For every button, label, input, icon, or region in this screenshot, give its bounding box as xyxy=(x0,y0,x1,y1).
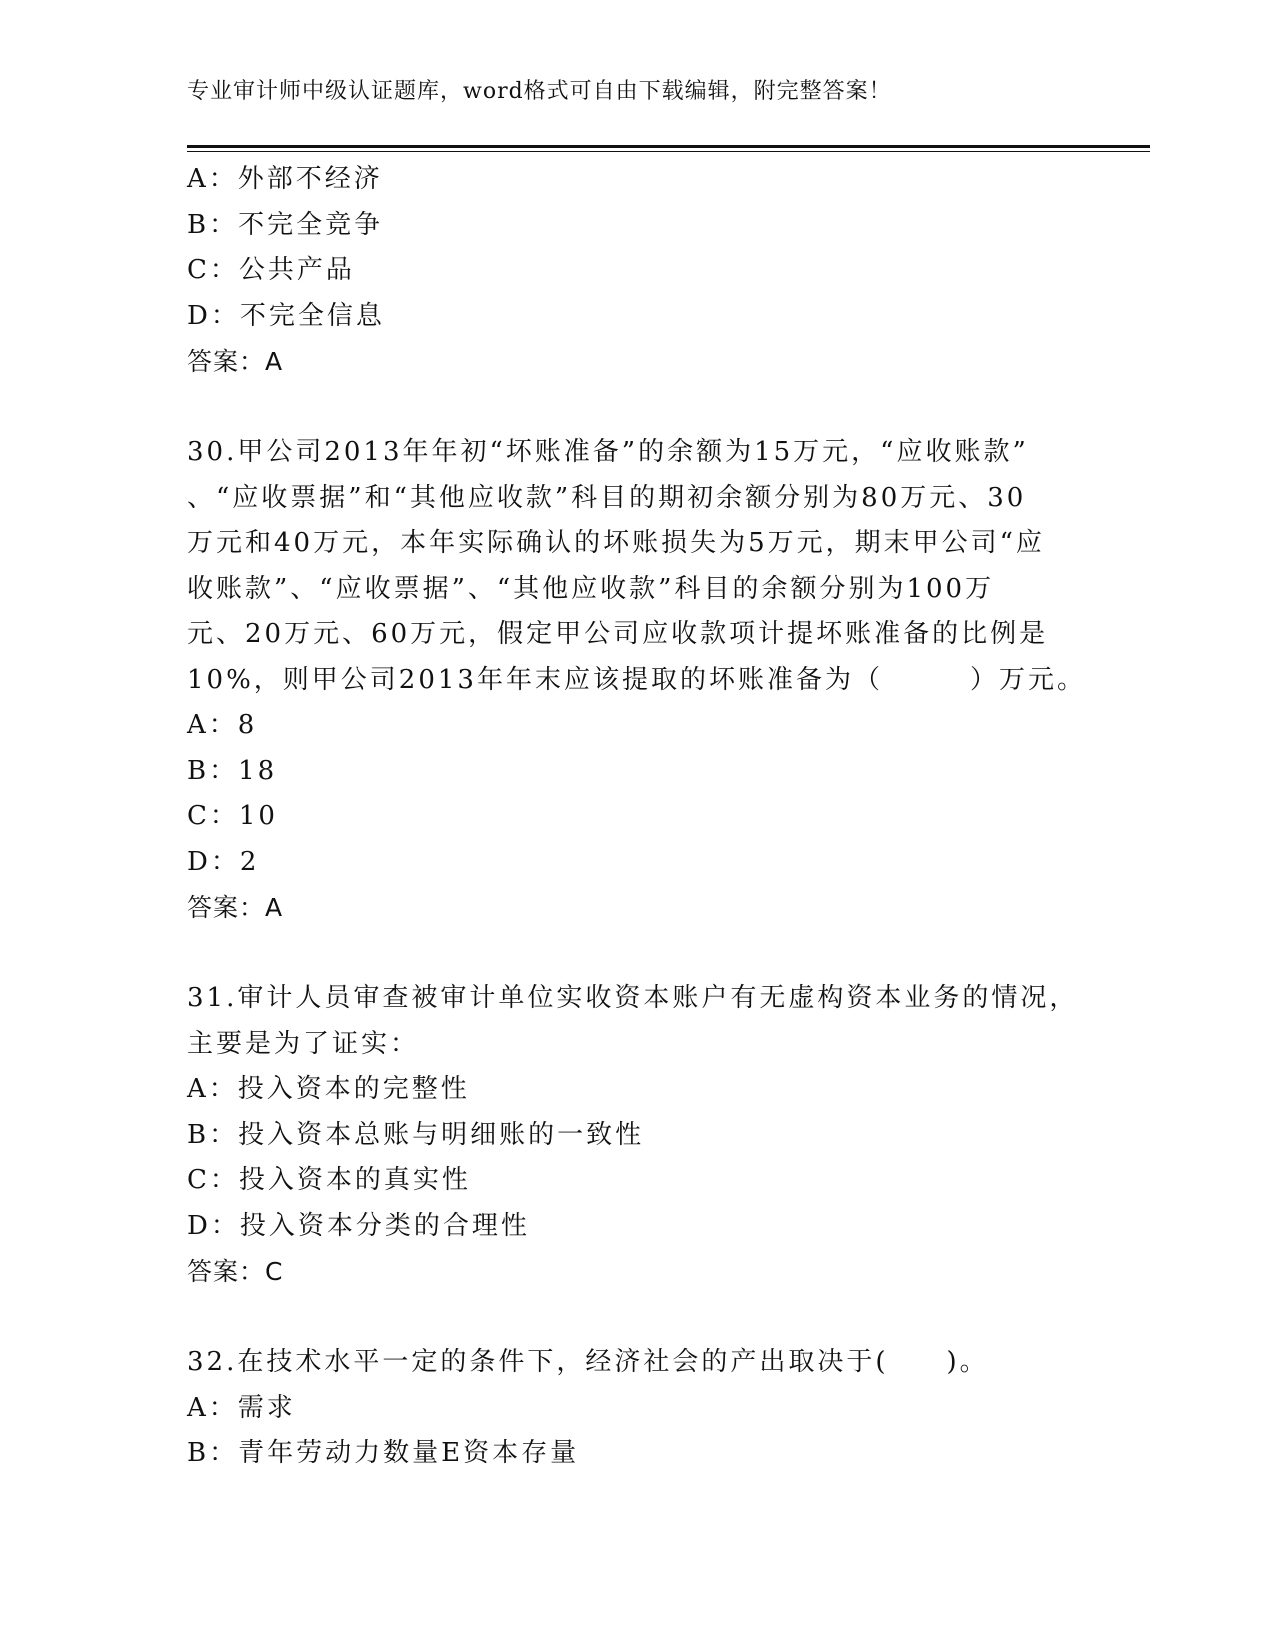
answer-line: 答案：C xyxy=(187,1257,284,1286)
answer-line: 答案：A xyxy=(187,893,284,922)
question-31-block xyxy=(187,976,1087,1295)
option-b: B：青年劳动力数量E资本存量 xyxy=(187,1438,580,1468)
option-c: C：10 xyxy=(187,801,278,831)
question-text-line: 收账款”、“应收票据”、“其他应收款”科目的余额分别为100万 xyxy=(187,573,995,604)
question-text-line: 32.在技术水平一定的条件下，经济社会的产出取决于( )。 xyxy=(187,1347,989,1377)
question-text-line: 30.甲公司2013年年初“坏账准备”的余额为15万元，“应收账款” xyxy=(187,437,1029,467)
option-b: B：18 xyxy=(187,755,278,786)
option-d: D：投入资本分类的合理性 xyxy=(187,1210,530,1241)
page-header: 专业审计师中级认证题库，word格式可自由下载编辑，附完整答案！ xyxy=(187,79,892,104)
option-c: C：公共产品 xyxy=(187,255,355,285)
option-a: A：外部不经济 xyxy=(187,164,383,194)
question-content xyxy=(187,157,1087,1477)
header-rule-thin xyxy=(187,151,1150,152)
option-d: D：不完全信息 xyxy=(187,300,385,331)
question-30-block xyxy=(187,430,1087,931)
question-text-line: 、“应收票据”和“其他应收款”科目的期初余额分别为80万元、30 xyxy=(187,482,1027,513)
spacer xyxy=(187,931,1087,977)
question-29-block xyxy=(187,157,1087,385)
question-text-line: 主要是为了证实： xyxy=(187,1028,420,1059)
question-text-line: 元、20万元、60万元，假定甲公司应收款项计提坏账准备的比例是 xyxy=(187,619,1049,649)
question-text-line: 万元和40万元，本年实际确认的坏账损失为5万元，期末甲公司“应 xyxy=(187,528,1045,558)
option-b: B：不完全竞争 xyxy=(187,209,384,240)
question-32-block xyxy=(187,1340,1087,1477)
spacer xyxy=(187,1295,1087,1341)
option-a: A：8 xyxy=(187,710,258,740)
question-text-line: 10%，则甲公司2013年年末应该提取的坏账准备为（ ）万元。 xyxy=(187,664,1086,695)
question-text-line: 31.审计人员审查被审计单位实收资本账户有无虚构资本业务的情况， xyxy=(187,983,1079,1013)
option-d: D：2 xyxy=(187,846,260,877)
option-c: C：投入资本的真实性 xyxy=(187,1165,471,1195)
answer-line: 答案：A xyxy=(187,347,284,376)
spacer xyxy=(187,385,1087,431)
header-rule-thick xyxy=(187,145,1150,148)
option-b: B：投入资本总账与明细账的一致性 xyxy=(187,1119,645,1150)
option-a: A：投入资本的完整性 xyxy=(187,1074,470,1104)
option-a: A：需求 xyxy=(187,1392,296,1423)
